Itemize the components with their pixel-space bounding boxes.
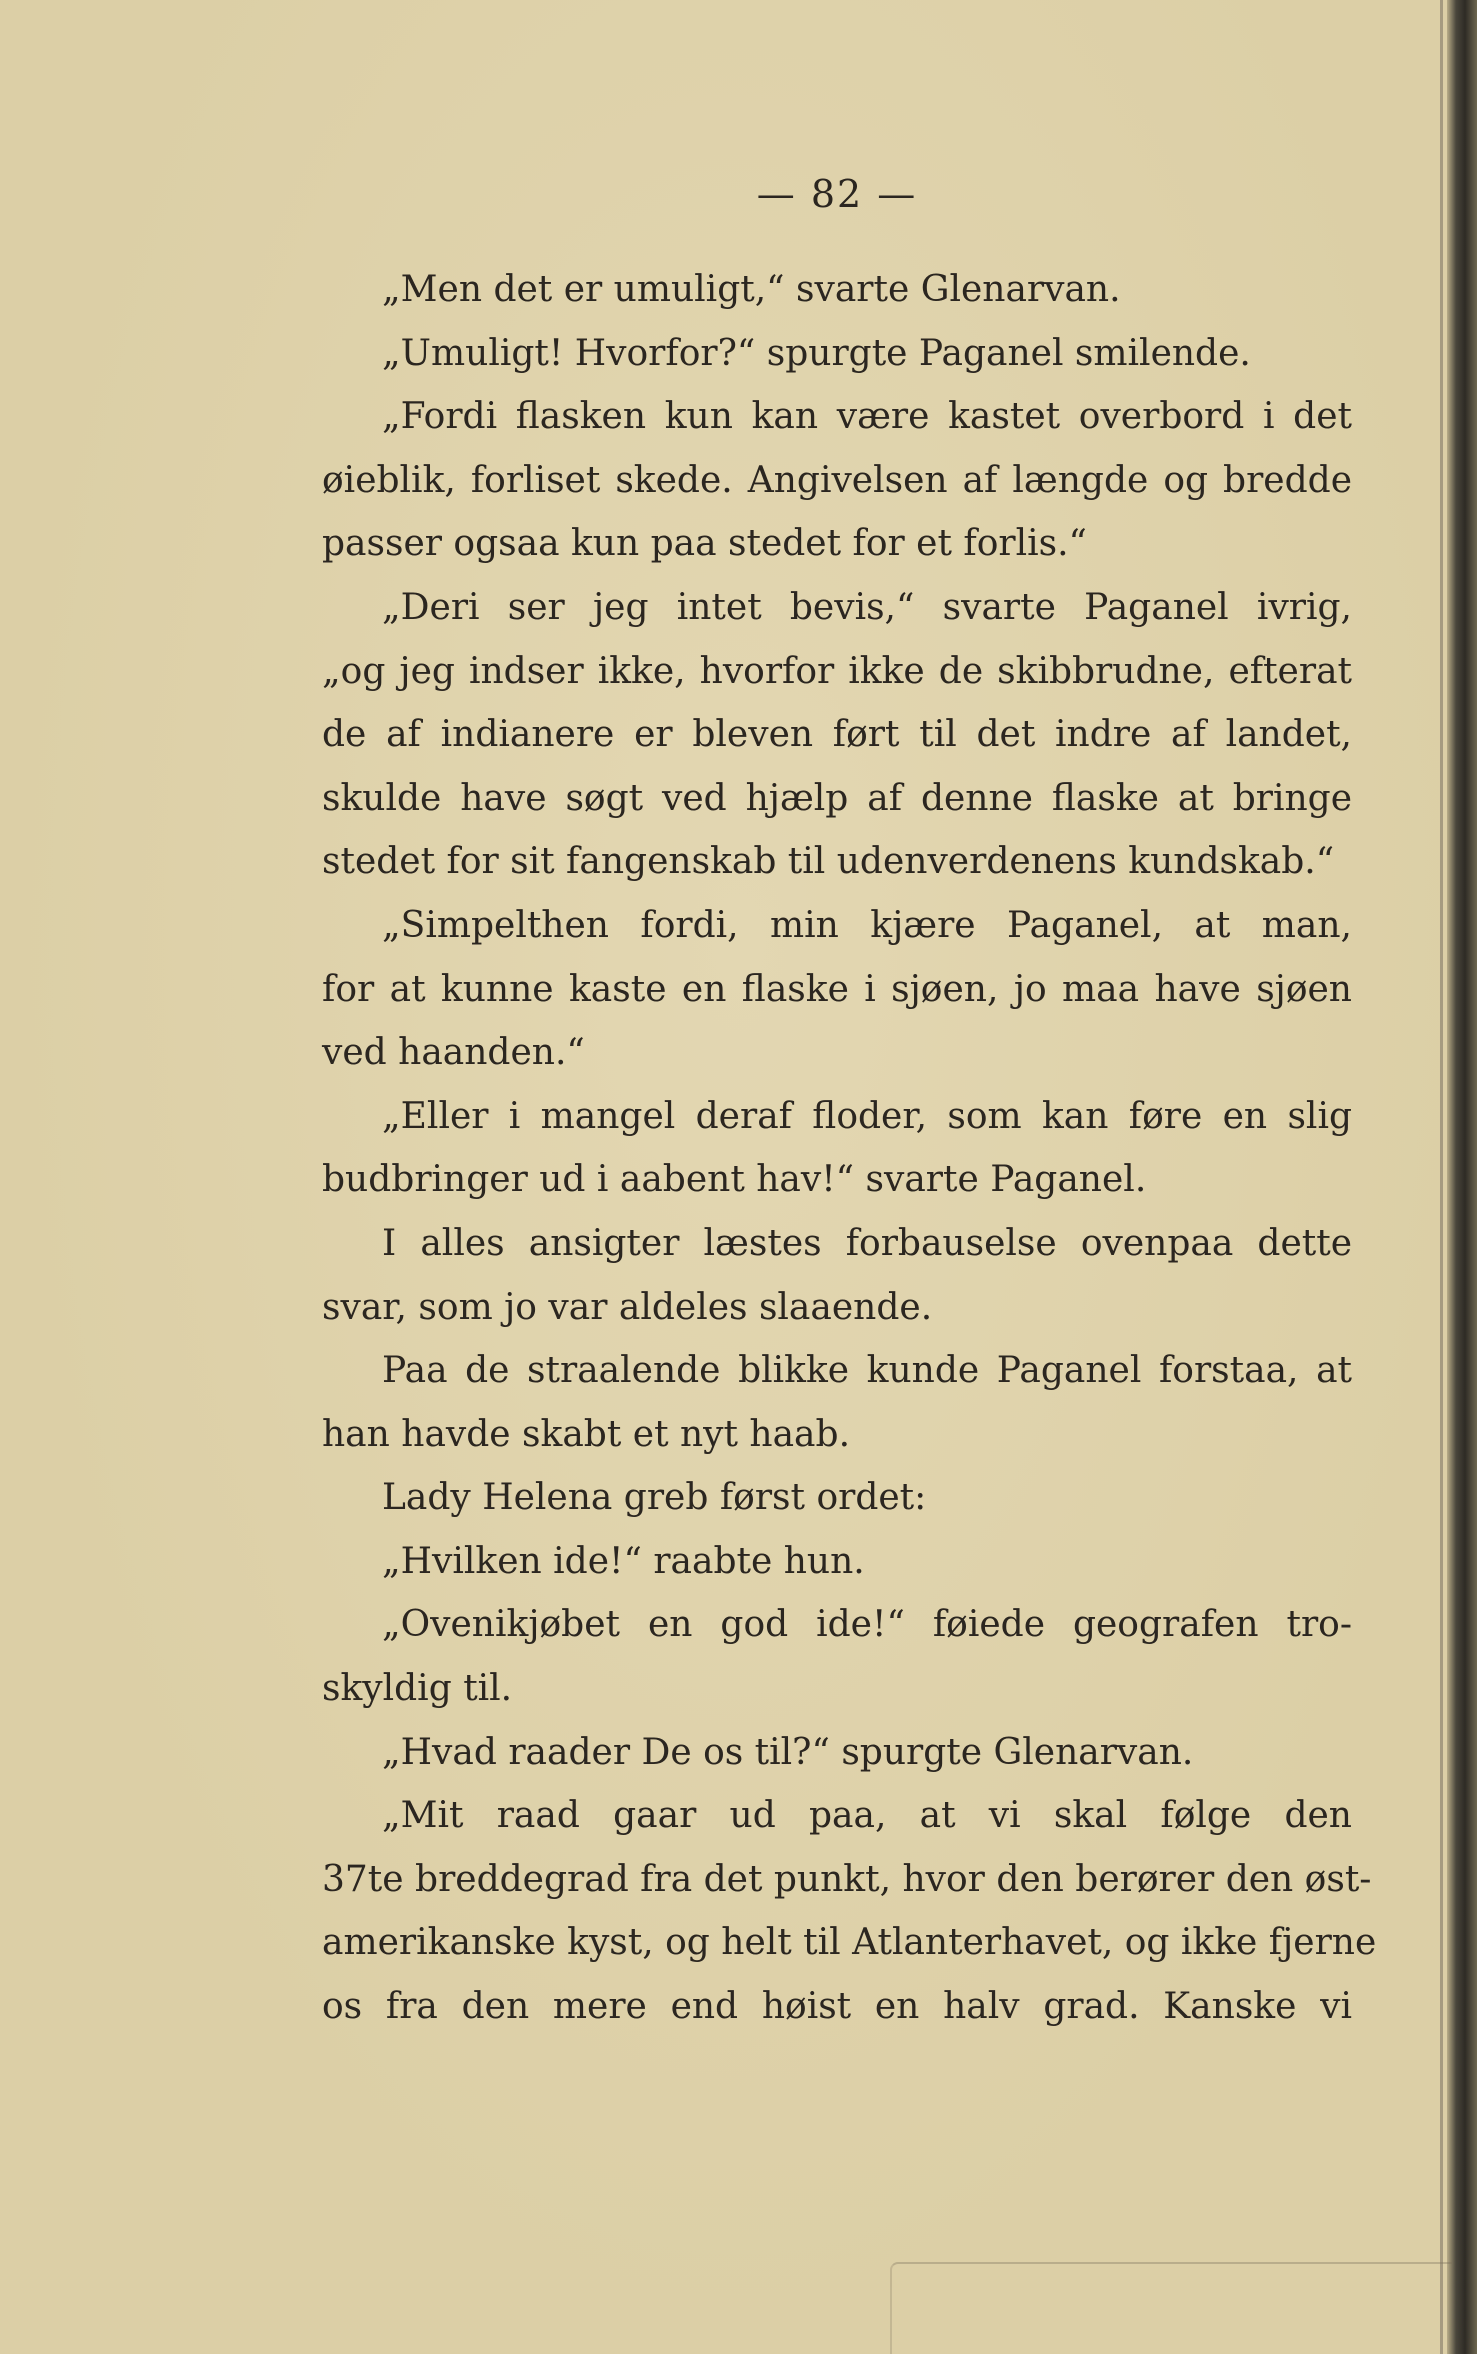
text-line: han havde skabt et nyt haab. <box>322 1413 851 1455</box>
text-line: skulde have søgt ved hjælp af denne flaske at bringe <box>322 777 1352 819</box>
text-line: budbringer ud i aabent hav!“ svarte Paganel. <box>322 1159 1147 1201</box>
text-line: „Hvad raader De os til?“ spurgte Glenarvan. <box>382 1731 1194 1773</box>
book-binding-edge <box>1447 0 1477 2354</box>
text-line: passer ogsaa kun paa stedet for et forlis.“ <box>322 523 1087 565</box>
text-line: øieblik, forliset skede. Angivelsen af længde og bredde <box>322 459 1352 501</box>
text-line: os fra den mere end høist en halv grad. Kanske vi <box>322 1986 1352 2028</box>
text-line: ved haanden.“ <box>322 1032 585 1074</box>
page-fold-shadow <box>890 2262 1452 2354</box>
text-line: „Simpelthen fordi, min kjære Paganel, at man, <box>382 904 1352 946</box>
binding-line <box>1440 0 1443 2354</box>
text-line: 37te breddegrad fra det punkt, hvor den berører den øst- <box>322 1858 1372 1900</box>
text-line: „Mit raad gaar ud paa, at vi skal følge den <box>382 1795 1352 1837</box>
text-line: „Eller i mangel deraf floder, som kan føre en slig <box>382 1095 1352 1137</box>
text-line: „Deri ser jeg intet bevis,“ svarte Paganel ivrig, <box>382 586 1352 628</box>
text-line: for at kunne kaste en flaske i sjøen, jo maa have sjøen <box>322 968 1352 1010</box>
text-line: „Fordi flasken kun kan være kastet overbord i det <box>382 396 1352 438</box>
body-text <box>322 258 1377 2039</box>
text-line: „Ovenikjøbet en god ide!“ føiede geografen tro- <box>382 1604 1352 1646</box>
text-line: svar, som jo var aldeles slaaende. <box>322 1286 933 1328</box>
text-line: de af indianere er bleven ført til det indre af landet, <box>322 714 1352 756</box>
page-number: — 82 — <box>756 172 918 216</box>
text-line: Lady Helena greb først ordet: <box>382 1477 927 1519</box>
text-line: Paa de straalende blikke kunde Paganel forstaa, at <box>382 1350 1352 1392</box>
text-line: skyldig til. <box>322 1668 513 1710</box>
text-line: amerikanske kyst, og helt til Atlanterhavet, og ikke fjerne <box>322 1922 1377 1964</box>
text-line: „Men det er umuligt,“ svarte Glenarvan. <box>382 269 1121 310</box>
text-line: „Umuligt! Hvorfor?“ spurgte Paganel smilende. <box>382 332 1251 374</box>
text-line: I alles ansigter læstes forbauselse ovenpaa dette <box>382 1222 1352 1264</box>
text-line: stedet for sit fangenskab til udenverdenens kundskab.“ <box>322 841 1335 883</box>
text-line: „Hvilken ide!“ raabte hun. <box>382 1540 865 1582</box>
text-line: „og jeg indser ikke, hvorfor ikke de skibbrudne, efterat <box>322 650 1352 692</box>
